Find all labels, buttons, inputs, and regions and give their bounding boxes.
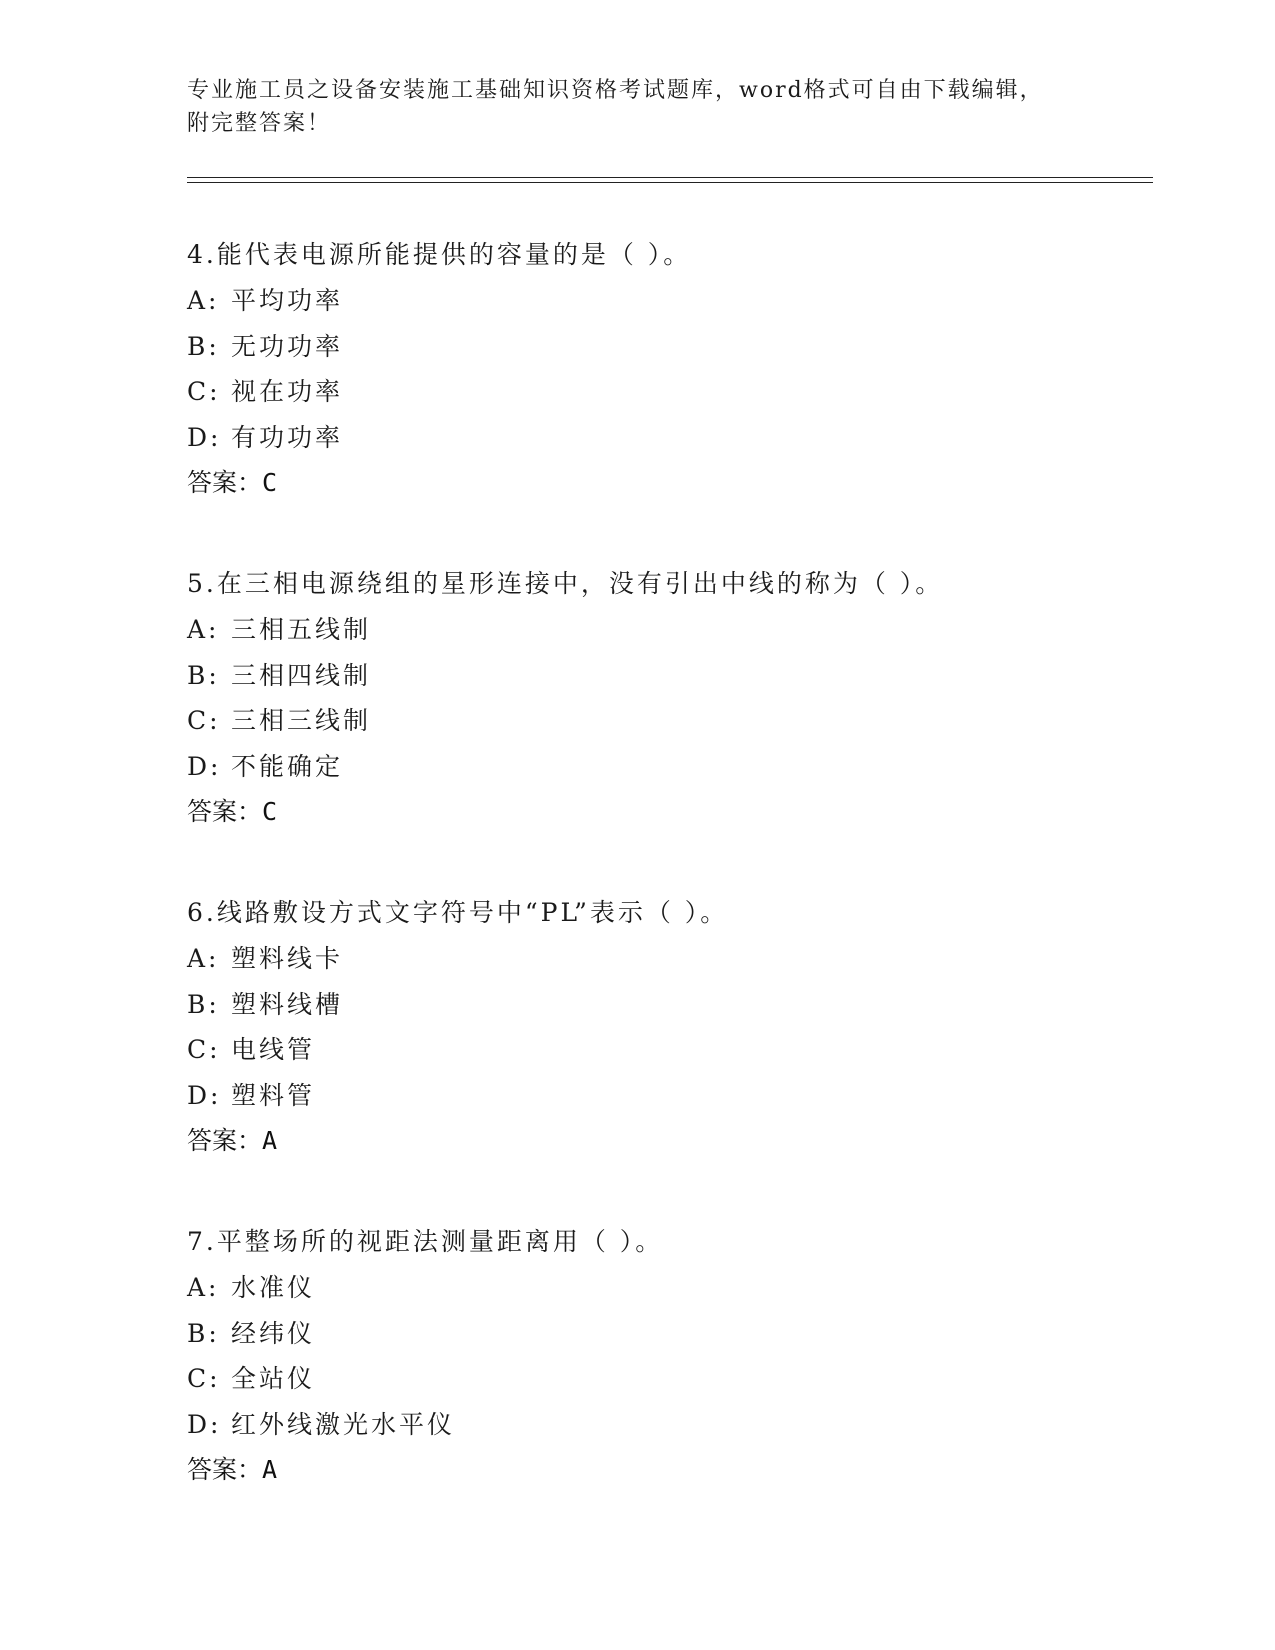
option-text: 水准仪	[231, 1273, 316, 1302]
option-d	[187, 1402, 1153, 1448]
question-stem: 6.线路敷设方式文字符号中“PL”表示（ ）。	[187, 898, 729, 927]
question-6	[187, 890, 1153, 1164]
option-key: C:	[187, 377, 221, 406]
header-divider-top	[187, 177, 1153, 178]
option-a	[187, 278, 1153, 324]
option-text: 塑料管	[231, 1080, 316, 1110]
option-d	[187, 415, 1153, 461]
option-key: B:	[187, 1318, 220, 1348]
option-key: A:	[187, 944, 220, 973]
answer-line: 答案：A	[187, 1455, 278, 1484]
question-list	[187, 232, 1153, 1548]
option-key: B:	[187, 989, 220, 1019]
option-a	[187, 936, 1153, 982]
option-key: A:	[187, 615, 220, 644]
option-key: D:	[187, 751, 222, 781]
option-text: 无功功率	[231, 331, 344, 361]
option-c	[187, 1356, 1153, 1402]
header-divider-bottom	[187, 182, 1153, 183]
option-text: 红外线激光水平仪	[231, 1409, 456, 1439]
header-line-2: 附完整答案！	[187, 111, 332, 136]
option-text: 三相三线制	[231, 706, 372, 735]
option-key: D:	[187, 1080, 222, 1110]
question-stem: 7.平整场所的视距法测量距离用（ ）。	[187, 1227, 664, 1256]
option-text: 三相四线制	[231, 660, 372, 690]
option-a	[187, 607, 1153, 653]
answer-line: 答案：A	[187, 1126, 278, 1155]
option-text: 不能确定	[231, 751, 344, 781]
option-b	[187, 653, 1153, 699]
option-a	[187, 1265, 1153, 1311]
option-key: B:	[187, 660, 220, 690]
option-text: 塑料线槽	[231, 989, 344, 1019]
option-c	[187, 698, 1153, 744]
option-text: 平均功率	[231, 286, 344, 315]
option-key: A:	[187, 286, 220, 315]
question-stem: 5.在三相电源绕组的星形连接中，没有引出中线的称为（ ）。	[187, 569, 944, 598]
answer-line: 答案：C	[187, 468, 278, 497]
option-b	[187, 982, 1153, 1028]
option-key: C:	[187, 1035, 221, 1064]
question-7	[187, 1219, 1153, 1493]
option-c	[187, 369, 1153, 415]
question-4	[187, 232, 1153, 506]
option-key: D:	[187, 422, 222, 452]
option-d	[187, 1073, 1153, 1119]
question-5	[187, 561, 1153, 835]
option-text: 电线管	[231, 1035, 316, 1064]
answer-line: 答案：C	[187, 797, 278, 826]
option-key: C:	[187, 706, 221, 735]
question-stem: 4.能代表电源所能提供的容量的是（ ）。	[187, 240, 692, 269]
header-line-1: 专业施工员之设备安装施工基础知识资格考试题库，word格式可自由下载编辑，	[187, 78, 1044, 103]
document-header	[187, 74, 1087, 140]
option-d	[187, 744, 1153, 790]
option-text: 视在功率	[231, 377, 344, 406]
option-key: D:	[187, 1409, 222, 1439]
option-text: 塑料线卡	[231, 944, 344, 973]
option-key: C:	[187, 1364, 221, 1393]
option-b	[187, 1311, 1153, 1357]
option-key: A:	[187, 1273, 220, 1302]
option-text: 三相五线制	[231, 615, 372, 644]
option-text: 有功功率	[231, 422, 344, 452]
option-b	[187, 324, 1153, 370]
option-key: B:	[187, 331, 220, 361]
option-text: 全站仪	[231, 1364, 316, 1393]
option-text: 经纬仪	[231, 1318, 316, 1348]
option-c	[187, 1027, 1153, 1073]
